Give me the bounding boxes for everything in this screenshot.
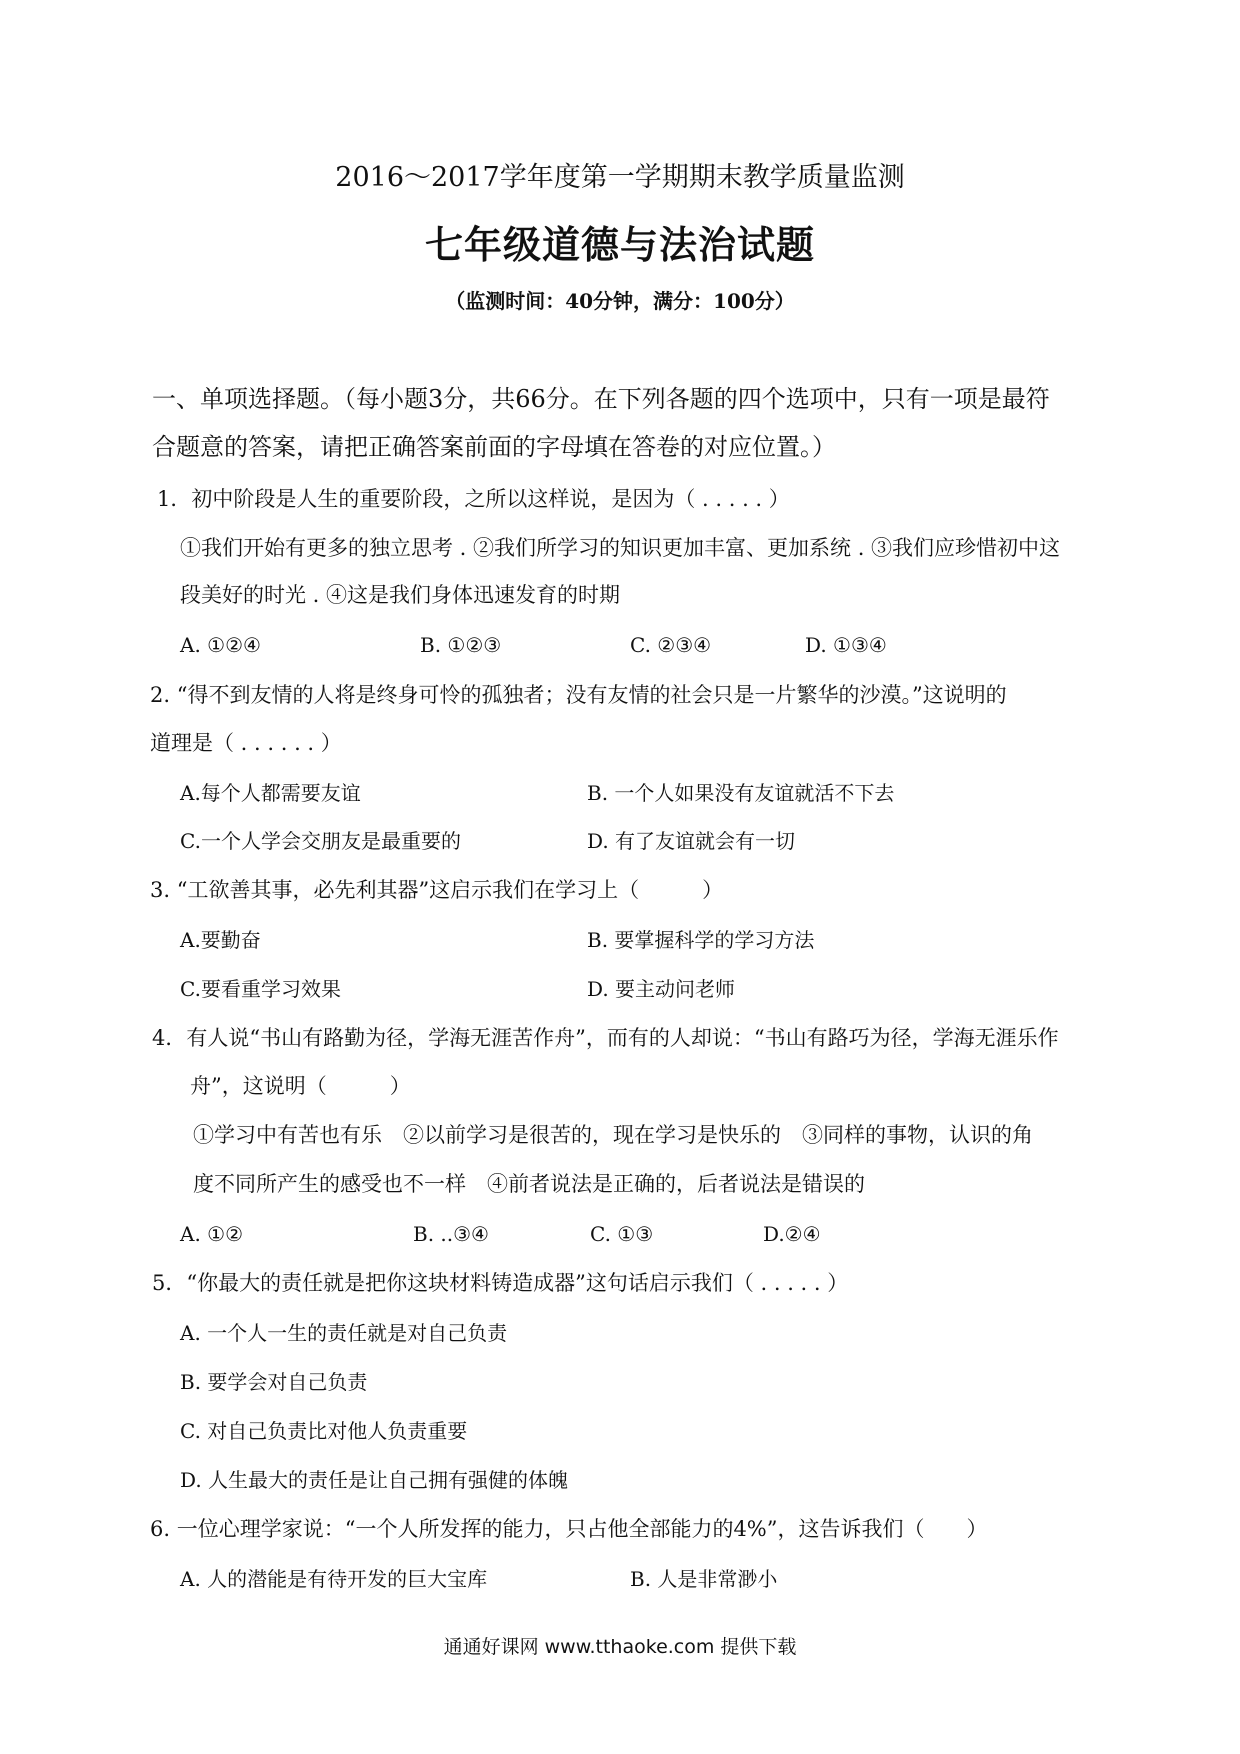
question-2-option-a: A.每个人都需要友谊 xyxy=(180,781,361,805)
question-1-option-b: B. ①②③ xyxy=(420,633,502,657)
question-1-stem: 1．初中阶段是人生的重要阶段，之所以这样说，是因为（ . . . . . ） xyxy=(157,487,790,511)
question-4-stem-line-2: 舟”，这说明（ ） xyxy=(190,1074,411,1098)
question-2-stem-line-1: 2. “得不到友情的人将是终身可怜的孤独者；没有友情的社会只是一片繁华的沙漠。”这说明的 xyxy=(150,683,1007,707)
question-3-stem: 3. “工欲善其事，必先利其器”这启示我们在学习上（ ） xyxy=(150,878,724,902)
exam-title: 2016～2017学年度第一学期期末教学质量监测 xyxy=(335,162,905,193)
question-1-option-d: D. ①③④ xyxy=(805,633,887,657)
question-3-option-b: B. 要掌握科学的学习方法 xyxy=(587,928,815,952)
question-5-option-b: B. 要学会对自己负责 xyxy=(180,1370,368,1394)
question-4-option-b: B. ..③④ xyxy=(413,1222,489,1246)
footer-download-note: 通通好课网 www.tthaoke.com 提供下载 xyxy=(443,1636,797,1658)
question-4-option-d: D.②④ xyxy=(763,1222,821,1246)
question-5-option-a: A. 一个人一生的责任就是对自己负责 xyxy=(180,1321,508,1345)
question-6-option-a: A. 人的潜能是有待开发的巨大宝库 xyxy=(180,1567,488,1591)
question-5-option-c: C. 对自己负责比对他人负责重要 xyxy=(180,1419,468,1443)
question-6-stem: 6. 一位心理学家说：“一个人所发挥的能力，只占他全部能力的4%”，这告诉我们（ ） xyxy=(150,1517,988,1541)
question-1-statements-line-1: ①我们开始有更多的独立思考 . ②我们所学习的知识更加丰富、更加系统 . ③我们应珍惜初中这 xyxy=(180,536,1061,560)
section-heading-line-2: 合题意的答案，请把正确答案前面的字母填在答卷的对应位置。） xyxy=(152,433,836,461)
question-6-option-b: B. 人是非常渺小 xyxy=(630,1567,778,1591)
question-5-option-d: D. 人生最大的责任是让自己拥有强健的体魄 xyxy=(180,1468,569,1492)
question-4-statements-line-2: 度不同所产生的感受也不一样 ④前者说法是正确的，后者说法是错误的 xyxy=(193,1172,865,1196)
question-4-stem-line-1: 4．有人说“书山有路勤为径，学海无涯苦作舟”，而有的人却说：“书山有路巧为径，学海无涯乐作 xyxy=(152,1026,1059,1050)
question-2-stem-line-2: 道理是（ . . . . . . ） xyxy=(150,731,342,755)
question-4-statements-line-1: ①学习中有苦也有乐 ②以前学习是很苦的，现在学习是快乐的 ③同样的事物，认识的角 xyxy=(193,1123,1033,1147)
question-1-option-a: A. ①②④ xyxy=(180,633,261,657)
question-2-option-d: D. 有了友谊就会有一切 xyxy=(587,829,796,853)
section-heading-line-1: 一、单项选择题。（每小题3分，共66分。在下列各题的四个选项中，只有一项是最符 xyxy=(152,385,1050,413)
question-2-option-b: B. 一个人如果没有友谊就活不下去 xyxy=(587,781,895,805)
question-1-statements-line-2: 段美好的时光 . ④这是我们身体迅速发育的时期 xyxy=(180,583,621,607)
question-4-option-a: A. ①② xyxy=(180,1222,244,1246)
question-3-option-a: A.要勤奋 xyxy=(180,928,261,952)
question-3-option-c: C.要看重学习效果 xyxy=(180,977,341,1001)
question-5-stem: 5．“你最大的责任就是把你这块材料铸造成器”这句话启示我们（ . . . . . ） xyxy=(152,1271,849,1295)
exam-info: （监测时间：40分钟，满分：100分） xyxy=(445,289,795,313)
question-3-option-d: D. 要主动问老师 xyxy=(587,977,736,1001)
question-1-option-c: C. ②③④ xyxy=(630,633,712,657)
question-2-option-c: C.一个人学会交朋友是最重要的 xyxy=(180,829,461,853)
question-4-option-c: C. ①③ xyxy=(590,1222,654,1246)
subject-title: 七年级道德与法治试题 xyxy=(424,222,815,267)
